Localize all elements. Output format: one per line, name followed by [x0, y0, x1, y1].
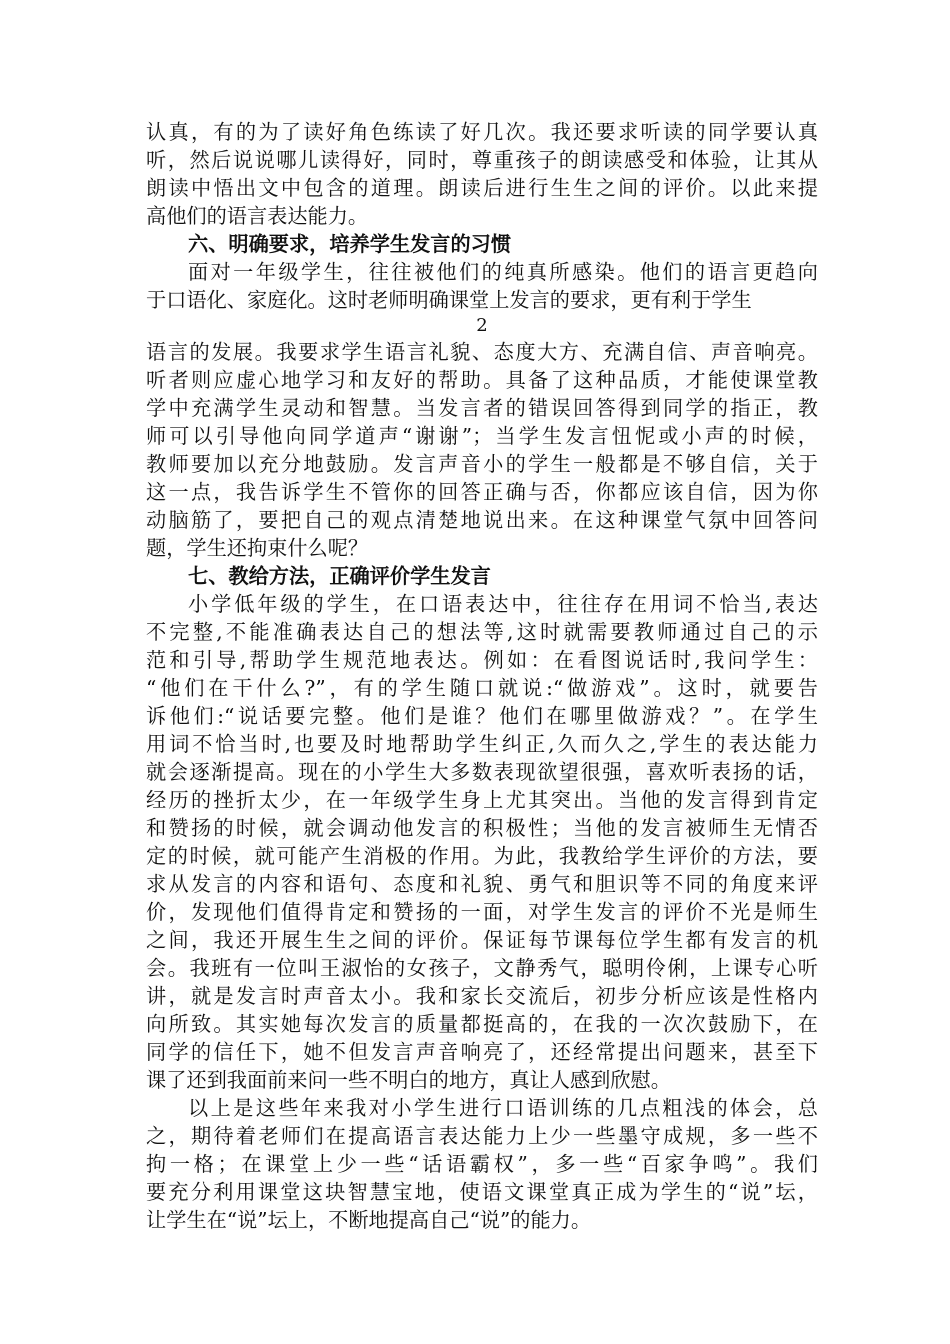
- text-line: 课了还到我面前来问一些不明白的地方，真让人感到欣慰。: [146, 1068, 671, 1092]
- text-line: 小学低年级的学生，在口语表达中，往往存在用词不恰当,表达: [188, 592, 818, 616]
- text-line: 教师要加以充分地鼓励。发言声音小的学生一般都是不够自信，关于: [146, 452, 818, 476]
- text-line: 面对一年级学生，往往被他们的纯真所感染。他们的语言更趋向: [188, 260, 818, 284]
- text-line: 讲，就是发言时声音太小。我和家长交流后，初步分析应该是性格内: [146, 984, 818, 1008]
- text-line: 于口语化、家庭化。这时老师明确课堂上发言的要求，更有利于学生: [146, 288, 752, 312]
- text-line: 高他们的语言表达能力。: [146, 204, 369, 228]
- text-line: 以上是这些年来我对小学生进行口语训练的几点粗浅的体会，总: [188, 1096, 818, 1120]
- text-line: 听，然后说说哪儿读得好，同时，尊重孩子的朗读感受和体验，让其从: [146, 148, 818, 172]
- text-line: 这一点，我告诉学生不管你的回答正确与否，你都应该自信，因为你: [146, 480, 818, 504]
- text-line: 之，期待着老师们在提高语言表达能力上少一些墨守成规，多一些不: [146, 1124, 818, 1148]
- text-line: 学中充满学生灵动和智慧。当发言者的错误回答得到同学的指正，教: [146, 396, 818, 420]
- text-line: 听者则应虚心地学习和友好的帮助。具备了这种品质，才能使课堂教: [146, 368, 818, 392]
- text-line: 求从发言的内容和语句、态度和礼貌、勇气和胆识等不同的角度来评: [146, 872, 818, 896]
- text-line: 向所致。其实她每次发言的质量都挺高的，在我的一次次鼓励下，在: [146, 1012, 818, 1036]
- text-line: 题，学生还拘束什么呢？: [146, 536, 369, 560]
- paragraph-continued: [146, 118, 818, 230]
- text-line: 不完整,不能准确表达自己的想法等,这时就需要教师通过自己的示: [146, 620, 818, 644]
- text-line: 价，发现他们值得肯定和赞扬的一面，对学生发言的评价不光是师生: [146, 900, 818, 924]
- text-line: 用词不恰当时,也要及时地帮助学生纠正,久而久之,学生的表达能力: [146, 732, 818, 756]
- text-line: 定的时候，就可能产生消极的作用。为此，我教给学生评价的方法，要: [146, 844, 818, 868]
- text-line: 师可以引导他向同学道声“谢谢”；当学生发言忸怩或小声的时候，: [146, 424, 818, 448]
- text-line: “他们在干什么?”，有的学生随口就说:“做游戏”。这时，就要告: [146, 676, 818, 700]
- text-line: 经历的挫折太少，在一年级学生身上尤其突出。当他的发言得到肯定: [146, 788, 818, 812]
- paragraph: [146, 590, 818, 1094]
- text-line: 要充分利用课堂这块智慧宝地，使语文课堂真正成为学生的“说”坛，: [146, 1180, 818, 1204]
- paragraph: [146, 1094, 818, 1234]
- text-line: 朗读中悟出文中包含的道理。朗读后进行生生之间的评价。以此来提: [146, 176, 818, 200]
- paragraph: [146, 258, 818, 314]
- text-line: 会。我班有一位叫王淑怡的女孩子，文静秀气，聪明伶俐，上课专心听: [146, 956, 818, 980]
- text-line: 动脑筋了，要把自己的观点清楚地说出来。在这种课堂气氛中回答问: [146, 508, 818, 532]
- text-line: 同学的信任下，她不但发言声音响亮了，还经常提出问题来，甚至下: [146, 1040, 818, 1064]
- text-line: 之间，我还开展生生之间的评价。保证每节课每位学生都有发言的机: [146, 928, 818, 952]
- text-line: 语言的发展。我要求学生语言礼貌、态度大方、充满自信、声音响亮。: [146, 340, 818, 364]
- text-line: 就会逐渐提高。现在的小学生大多数表现欲望很强，喜欢听表扬的话，: [146, 760, 818, 784]
- document-page: [146, 118, 818, 1234]
- page-number: 2: [476, 315, 488, 336]
- text-line: 和赞扬的时候，就会调动他发言的积极性；当他的发言被师生无情否: [146, 816, 818, 840]
- section-heading: 六、明确要求，培养学生发言的习惯: [188, 232, 512, 256]
- text-line: 让学生在“说”坛上，不断地提高自己“说”的能力。: [146, 1208, 592, 1232]
- paragraph-continued: [146, 338, 818, 562]
- text-line: 拘一格；在课堂上少一些“话语霸权”，多一些“百家争鸣”。我们: [146, 1152, 818, 1176]
- text-line: 范和引导,帮助学生规范地表达。例如：在看图说话时,我问学生：: [146, 648, 818, 672]
- section-heading: 七、教给方法，正确评价学生发言: [188, 564, 491, 588]
- text-line: 认真，有的为了读好角色练读了好几次。我还要求听读的同学要认真: [146, 120, 818, 144]
- text-line: 诉他们:“说话要完整。他们是谁？他们在哪里做游戏？”。在学生: [146, 704, 818, 728]
